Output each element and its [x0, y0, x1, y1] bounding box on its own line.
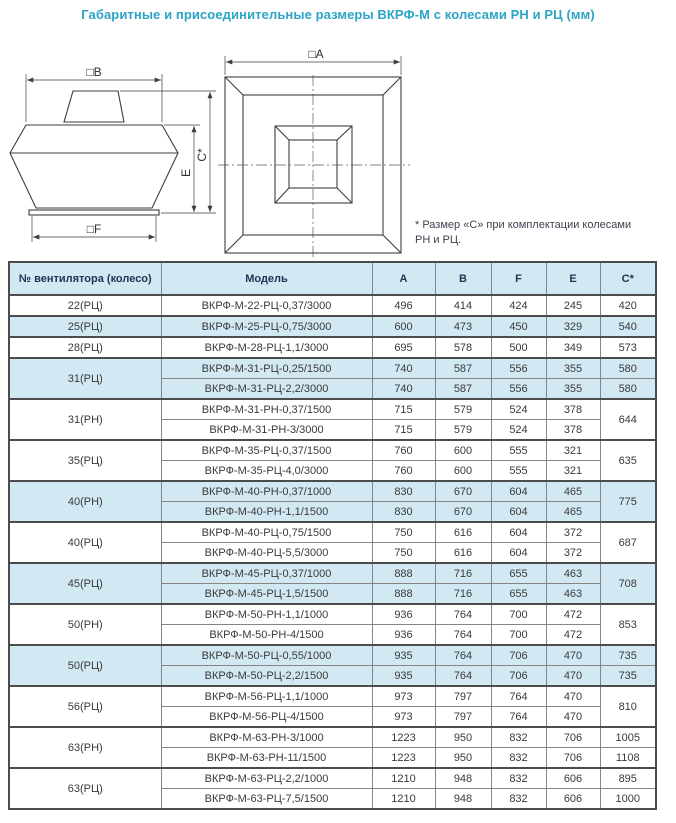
dim-b-cell: 764 — [435, 604, 491, 625]
table-row — [9, 604, 656, 625]
dim-a-cell: 935 — [372, 645, 435, 666]
dim-f-cell: 555 — [491, 440, 546, 461]
table-row — [9, 522, 656, 543]
dim-e-cell: 606 — [546, 789, 600, 810]
dim-f-cell: 706 — [491, 645, 546, 666]
model-cell: ВКРФ-М-31-РЦ-2,2/3000 — [161, 379, 372, 400]
dim-a-cell: 600 — [372, 316, 435, 337]
dim-b-cell: 579 — [435, 420, 491, 441]
c-star-cell: 775 — [600, 481, 656, 522]
dim-b-cell: 670 — [435, 502, 491, 523]
dim-f-cell: 700 — [491, 604, 546, 625]
c-star-cell: 853 — [600, 604, 656, 645]
table-header-row — [9, 262, 656, 295]
dim-a-cell: 935 — [372, 666, 435, 687]
side-view-dimension-lines — [26, 74, 216, 242]
model-cell: ВКРФ-М-63-РЦ-7,5/1500 — [161, 789, 372, 810]
col-header-e: E — [546, 262, 600, 295]
dim-f-cell: 450 — [491, 316, 546, 337]
dim-label-b: □B — [86, 65, 102, 79]
wheel-cell: 40(РН) — [9, 481, 161, 522]
model-cell: ВКРФ-М-63-РН-3/1000 — [161, 727, 372, 748]
dim-f-cell: 655 — [491, 563, 546, 584]
dim-f-cell: 832 — [491, 768, 546, 789]
dim-b-cell: 948 — [435, 768, 491, 789]
dimensions-table — [8, 261, 657, 810]
col-header-b: B — [435, 262, 491, 295]
dim-b-cell: 587 — [435, 358, 491, 379]
dim-f-cell: 764 — [491, 686, 546, 707]
dim-f-cell: 524 — [491, 420, 546, 441]
fan-side-view-drawing — [4, 58, 222, 250]
dim-b-cell: 587 — [435, 379, 491, 400]
dim-f-cell: 764 — [491, 707, 546, 728]
dim-e-cell: 245 — [546, 295, 600, 316]
dim-f-cell: 700 — [491, 625, 546, 646]
dim-a-cell: 740 — [372, 358, 435, 379]
dimensions-table-body — [9, 295, 656, 809]
dim-a-cell: 496 — [372, 295, 435, 316]
wheel-cell: 40(РЦ) — [9, 522, 161, 563]
dim-f-cell: 832 — [491, 727, 546, 748]
wheel-cell: 63(РЦ) — [9, 768, 161, 809]
wheel-cell: 35(РЦ) — [9, 440, 161, 481]
dim-a-cell: 973 — [372, 707, 435, 728]
wheel-cell: 63(РН) — [9, 727, 161, 768]
dim-e-cell: 378 — [546, 420, 600, 441]
wheel-cell: 50(РЦ) — [9, 645, 161, 686]
dim-b-cell: 764 — [435, 625, 491, 646]
c-star-cell: 895 — [600, 768, 656, 789]
c-star-cell: 810 — [600, 686, 656, 727]
model-cell: ВКРФ-М-50-РН-4/1500 — [161, 625, 372, 646]
dim-b-cell: 600 — [435, 461, 491, 482]
dim-a-cell: 740 — [372, 379, 435, 400]
c-star-cell: 1005 — [600, 727, 656, 748]
table-row — [9, 316, 656, 337]
table-row — [9, 645, 656, 666]
dim-label-f: □F — [86, 222, 102, 236]
dim-b-cell: 616 — [435, 543, 491, 564]
dim-b-cell: 797 — [435, 707, 491, 728]
dim-e-cell: 463 — [546, 584, 600, 605]
model-cell: ВКРФ-М-25-РЦ-0,75/3000 — [161, 316, 372, 337]
wheel-cell: 28(РЦ) — [9, 337, 161, 358]
dim-a-cell: 973 — [372, 686, 435, 707]
table-row — [9, 768, 656, 789]
c-star-cell: 635 — [600, 440, 656, 481]
figures-section — [0, 22, 676, 254]
dim-e-cell: 472 — [546, 625, 600, 646]
model-cell: ВКРФ-М-56-РЦ-1,1/1000 — [161, 686, 372, 707]
wheel-cell: 22(РЦ) — [9, 295, 161, 316]
dim-e-cell: 372 — [546, 543, 600, 564]
wheel-cell: 31(РН) — [9, 399, 161, 440]
dim-a-cell: 760 — [372, 461, 435, 482]
dim-e-cell: 465 — [546, 481, 600, 502]
model-cell: ВКРФ-М-40-РН-0,37/1000 — [161, 481, 372, 502]
c-star-cell: 735 — [600, 666, 656, 687]
model-cell: ВКРФ-М-50-РЦ-0,55/1000 — [161, 645, 372, 666]
table-row — [9, 727, 656, 748]
model-cell: ВКРФ-М-40-РН-1,1/1500 — [161, 502, 372, 523]
c-star-cell: 420 — [600, 295, 656, 316]
c-star-cell: 644 — [600, 399, 656, 440]
col-header-model: Модель — [161, 262, 372, 295]
dim-a-cell: 715 — [372, 399, 435, 420]
model-cell: ВКРФ-М-22-РЦ-0,37/3000 — [161, 295, 372, 316]
dim-f-cell: 500 — [491, 337, 546, 358]
dim-e-cell: 329 — [546, 316, 600, 337]
dim-b-cell: 716 — [435, 584, 491, 605]
centerlines — [218, 75, 410, 260]
dim-b-cell: 473 — [435, 316, 491, 337]
dim-a-cell: 830 — [372, 481, 435, 502]
dim-e-cell: 606 — [546, 768, 600, 789]
dim-e-cell: 470 — [546, 666, 600, 687]
model-cell: ВКРФ-М-50-РЦ-2,2/1500 — [161, 666, 372, 687]
dim-e-cell: 465 — [546, 502, 600, 523]
dim-e-cell: 355 — [546, 358, 600, 379]
dim-f-cell: 832 — [491, 748, 546, 769]
table-row — [9, 686, 656, 707]
dim-f-cell: 556 — [491, 358, 546, 379]
dim-e-cell: 706 — [546, 748, 600, 769]
dim-f-cell: 524 — [491, 399, 546, 420]
dim-a-cell: 750 — [372, 543, 435, 564]
dim-b-cell: 716 — [435, 563, 491, 584]
c-star-cell: 687 — [600, 522, 656, 563]
dim-f-cell: 706 — [491, 666, 546, 687]
dim-f-cell: 556 — [491, 379, 546, 400]
c-star-cell: 708 — [600, 563, 656, 604]
dim-a-cell: 760 — [372, 440, 435, 461]
model-cell: ВКРФ-М-31-РН-0,37/1500 — [161, 399, 372, 420]
c-star-cell: 540 — [600, 316, 656, 337]
wheel-cell: 56(РЦ) — [9, 686, 161, 727]
dim-e-cell: 378 — [546, 399, 600, 420]
dim-b-cell: 797 — [435, 686, 491, 707]
dim-f-cell: 604 — [491, 481, 546, 502]
dim-b-cell: 948 — [435, 789, 491, 810]
footnote-line1: * Размер «С» при комплектации колесами — [415, 219, 632, 231]
dim-b-cell: 600 — [435, 440, 491, 461]
dim-b-cell: 578 — [435, 337, 491, 358]
dim-a-cell: 888 — [372, 563, 435, 584]
model-cell: ВКРФ-М-45-РЦ-0,37/1000 — [161, 563, 372, 584]
dim-e-cell: 463 — [546, 563, 600, 584]
wheel-cell: 31(РЦ) — [9, 358, 161, 399]
dim-e-cell: 470 — [546, 707, 600, 728]
c-star-cell: 580 — [600, 358, 656, 379]
table-row — [9, 563, 656, 584]
model-cell: ВКРФ-М-31-РН-3/3000 — [161, 420, 372, 441]
dim-b-cell: 950 — [435, 748, 491, 769]
dim-e-cell: 321 — [546, 461, 600, 482]
col-header-a: A — [372, 262, 435, 295]
col-header-fan-number: № вентилятора (колесо) — [9, 262, 161, 295]
dim-f-cell: 604 — [491, 522, 546, 543]
wheel-cell: 45(РЦ) — [9, 563, 161, 604]
dim-e-cell: 355 — [546, 379, 600, 400]
dim-a-cell: 1223 — [372, 748, 435, 769]
dim-label-a: □A — [308, 48, 324, 61]
table-row — [9, 440, 656, 461]
fan-top-view-drawing — [218, 48, 433, 262]
dim-f-cell: 832 — [491, 789, 546, 810]
dim-label-e: E — [179, 168, 193, 178]
dim-e-cell: 706 — [546, 727, 600, 748]
dim-e-cell: 372 — [546, 522, 600, 543]
fan-body-outline — [10, 91, 178, 215]
model-cell: ВКРФ-М-40-РЦ-0,75/1500 — [161, 522, 372, 543]
footnote-line2: РН и РЦ. — [415, 234, 462, 247]
dim-f-cell: 604 — [491, 543, 546, 564]
dim-e-cell: 472 — [546, 604, 600, 625]
model-cell: ВКРФ-М-56-РЦ-4/1500 — [161, 707, 372, 728]
dim-e-cell: 349 — [546, 337, 600, 358]
model-cell: ВКРФ-М-50-РН-1,1/1000 — [161, 604, 372, 625]
wheel-cell: 50(РН) — [9, 604, 161, 645]
dim-a-cell: 1210 — [372, 768, 435, 789]
c-star-cell: 580 — [600, 379, 656, 400]
dim-f-cell: 604 — [491, 502, 546, 523]
col-header-f: F — [491, 262, 546, 295]
wheel-cell: 25(РЦ) — [9, 316, 161, 337]
dim-a-cell: 1210 — [372, 789, 435, 810]
dim-b-cell: 764 — [435, 645, 491, 666]
c-star-cell: 573 — [600, 337, 656, 358]
c-star-cell: 1000 — [600, 789, 656, 810]
model-cell: ВКРФ-М-35-РЦ-4,0/3000 — [161, 461, 372, 482]
model-cell: ВКРФ-М-31-РЦ-0,25/1500 — [161, 358, 372, 379]
dim-b-cell: 579 — [435, 399, 491, 420]
dim-f-cell: 424 — [491, 295, 546, 316]
model-cell: ВКРФ-М-45-РЦ-1,5/1500 — [161, 584, 372, 605]
dim-f-cell: 655 — [491, 584, 546, 605]
model-cell: ВКРФ-М-40-РЦ-5,5/3000 — [161, 543, 372, 564]
dim-a-cell: 715 — [372, 420, 435, 441]
footnote — [415, 218, 665, 249]
dim-a-cell: 936 — [372, 625, 435, 646]
model-cell: ВКРФ-М-28-РЦ-1,1/3000 — [161, 337, 372, 358]
table-row — [9, 358, 656, 379]
dim-a-cell: 830 — [372, 502, 435, 523]
dim-b-cell: 414 — [435, 295, 491, 316]
dim-e-cell: 470 — [546, 686, 600, 707]
dim-b-cell: 616 — [435, 522, 491, 543]
table-row — [9, 295, 656, 316]
model-cell: ВКРФ-М-35-РЦ-0,37/1500 — [161, 440, 372, 461]
dim-a-cell: 888 — [372, 584, 435, 605]
c-star-cell: 735 — [600, 645, 656, 666]
dim-a-cell: 1223 — [372, 727, 435, 748]
dim-e-cell: 470 — [546, 645, 600, 666]
page-title: Габаритные и присоединительные размеры ВКРФ-М с колесами РН и РЦ (мм) — [81, 7, 595, 22]
model-cell: ВКРФ-М-63-РЦ-2,2/1000 — [161, 768, 372, 789]
table-row — [9, 399, 656, 420]
dim-e-cell: 321 — [546, 440, 600, 461]
model-cell: ВКРФ-М-63-РН-11/1500 — [161, 748, 372, 769]
dim-a-cell: 936 — [372, 604, 435, 625]
table-row — [9, 481, 656, 502]
table-row — [9, 337, 656, 358]
c-star-cell: 1108 — [600, 748, 656, 769]
dim-b-cell: 950 — [435, 727, 491, 748]
col-header-c-star: C* — [600, 262, 656, 295]
dim-b-cell: 670 — [435, 481, 491, 502]
dim-a-cell: 695 — [372, 337, 435, 358]
dim-a-cell: 750 — [372, 522, 435, 543]
dim-f-cell: 555 — [491, 461, 546, 482]
dim-label-c-star: C* — [195, 148, 209, 162]
dim-b-cell: 764 — [435, 666, 491, 687]
